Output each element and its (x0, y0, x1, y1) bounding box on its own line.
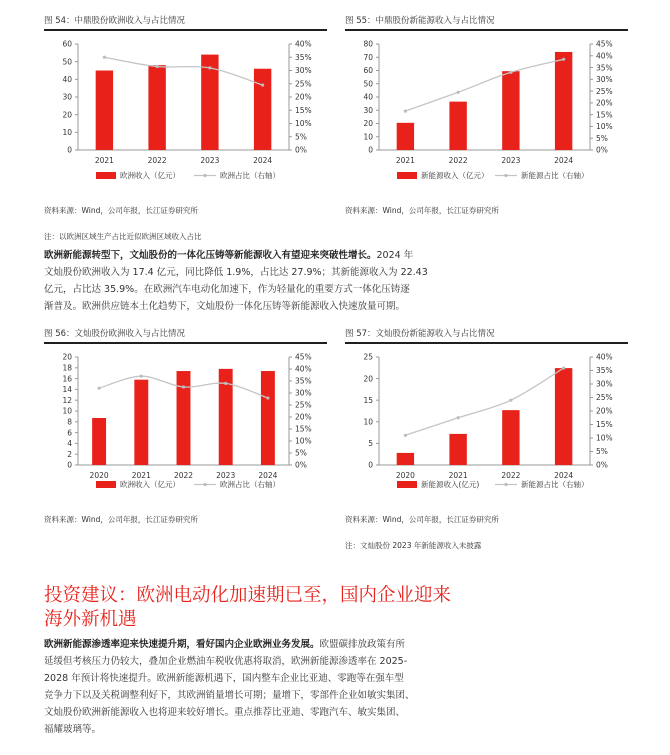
right-tick-label: 30% (295, 388, 312, 398)
right-tick-label: 30% (295, 66, 312, 76)
x-tick-label: 2024 (554, 156, 574, 165)
x-tick-label: 2024 (253, 156, 273, 165)
left-tick-label: 20 (363, 374, 373, 384)
legend-bar-label: 欧洲收入（亿元） (120, 171, 180, 180)
left-tick-label: 70 (363, 52, 373, 62)
bar (254, 69, 271, 150)
paragraph-2-line: 欧盟碳排放政策有所 (319, 639, 406, 650)
paragraph-1-line: 2024 年 (376, 250, 414, 261)
bar (449, 434, 466, 465)
left-tick-label: 20 (363, 119, 373, 129)
line-point (404, 434, 407, 437)
left-tick-label: 14 (62, 385, 72, 395)
left-tick-label: 16 (62, 374, 72, 384)
line-point (103, 56, 106, 59)
left-tick-label: 50 (62, 57, 72, 67)
x-tick-label: 2022 (147, 156, 167, 165)
line-point (261, 83, 264, 86)
left-tick-label: 30 (62, 92, 72, 102)
legend-line-label: 新能源占比（右轴） (521, 171, 589, 180)
figure-56-source: 资料来源：Wind，公司年报，长江证券研究所 (44, 515, 198, 524)
bar (502, 71, 519, 150)
left-tick-label: 20 (62, 352, 72, 362)
right-tick-label: 40% (596, 352, 613, 362)
right-tick-label: 0% (596, 145, 608, 155)
left-tick-label: 60 (363, 66, 373, 76)
right-tick-label: 40% (295, 39, 312, 49)
bar (502, 410, 519, 465)
figure-54-note: 注：以欧洲区域生产占比近似欧洲区域收入占比 (44, 232, 202, 241)
left-tick-label: 5 (368, 439, 373, 449)
line-point (457, 416, 460, 419)
right-tick-label: 10% (295, 436, 312, 446)
figure-57-rule (345, 342, 628, 344)
right-tick-label: 45% (295, 352, 312, 362)
left-tick-label: 80 (363, 39, 373, 49)
x-tick-label: 2024 (554, 471, 574, 480)
right-tick-label: 35% (295, 52, 312, 62)
right-tick-label: 0% (295, 460, 307, 470)
line-point (562, 58, 565, 61)
line-point (404, 110, 407, 113)
right-tick-label: 10% (596, 122, 613, 132)
paragraph-2-line: 福耀玻璃等。 (44, 724, 102, 735)
bar (134, 380, 148, 465)
legend-line-marker (504, 483, 507, 486)
left-tick-label: 10 (363, 417, 373, 427)
right-tick-label: 35% (596, 63, 613, 73)
line-point (562, 366, 565, 369)
x-tick-label: 2023 (200, 156, 220, 165)
bar (397, 453, 414, 465)
figure-57-note: 注：文灿股份 2023 年新能源收入未披露 (345, 541, 482, 550)
bar (449, 102, 466, 150)
x-tick-label: 2021 (94, 156, 114, 165)
right-tick-label: 20% (596, 98, 613, 108)
left-tick-label: 10 (363, 132, 373, 142)
line-point (457, 91, 460, 94)
x-tick-label: 2022 (448, 156, 468, 165)
x-tick-label: 2022 (173, 471, 194, 480)
left-tick-label: 50 (363, 79, 373, 89)
line-point (266, 396, 269, 399)
right-tick-label: 5% (295, 448, 307, 458)
paragraph-2-lead: 欧洲新能源渗透率迎来快速提升期，看好国内企业欧洲业务发展。 (44, 639, 320, 650)
left-tick-label: 2 (67, 449, 72, 459)
left-tick-label: 25 (363, 352, 373, 362)
figure-54-chart (44, 34, 327, 194)
legend-line-marker (203, 483, 206, 486)
share-line (104, 57, 262, 85)
figure-54-source: 资料来源：Wind，公司年报，长江证券研究所 (44, 206, 198, 215)
right-tick-label: 30% (596, 379, 613, 389)
figure-54-rule (44, 29, 327, 31)
x-tick-label: 2021 (395, 156, 415, 165)
left-tick-label: 0 (67, 145, 72, 155)
legend-line-marker (203, 174, 206, 177)
legend-bar-label: 新能源收入（亿元） (421, 171, 489, 180)
left-tick-label: 0 (67, 460, 72, 470)
bar (555, 368, 572, 465)
left-tick-label: 4 (67, 439, 72, 449)
right-tick-label: 20% (596, 406, 613, 416)
right-tick-label: 25% (596, 393, 613, 403)
right-tick-label: 15% (295, 424, 312, 434)
body-paragraph-1 (44, 247, 474, 315)
right-tick-label: 40% (596, 51, 613, 61)
bar (261, 371, 275, 465)
left-tick-label: 12 (62, 395, 72, 405)
figure-56-chart (44, 347, 327, 502)
right-tick-label: 35% (596, 366, 613, 376)
x-tick-label: 2021 (448, 471, 468, 480)
bar (177, 371, 191, 465)
line-point (224, 382, 227, 385)
x-tick-label: 2023 (501, 156, 521, 165)
figure-55-rule (345, 29, 628, 31)
right-tick-label: 35% (295, 376, 312, 386)
right-tick-label: 20% (295, 92, 312, 102)
left-tick-label: 18 (62, 363, 72, 373)
left-tick-label: 20 (62, 110, 72, 120)
x-tick-label: 2023 (216, 471, 236, 480)
right-tick-label: 5% (596, 447, 608, 457)
paragraph-1-line: 渐普及。欧洲供应链本土化趋势下，文灿股份一体化压铸等新能源收入快速放量可期。 (44, 301, 406, 312)
x-tick-label: 2024 (258, 471, 278, 480)
right-tick-label: 45% (596, 39, 613, 49)
left-tick-label: 10 (62, 128, 72, 138)
legend-bar-swatch (96, 481, 116, 488)
legend-line-label: 欧洲占比（右轴） (220, 171, 280, 180)
legend-bar-swatch (397, 481, 417, 488)
line-point (509, 71, 512, 74)
paragraph-2-line: 竞争力下以及关税调整利好下，其欧洲销量增长可期；量增下，零部件企业如敏实集团、 (44, 690, 415, 701)
figure-54-title: 图 54：中鼎股份欧洲收入与占比情况 (44, 16, 186, 26)
left-tick-label: 6 (67, 428, 72, 438)
left-tick-label: 0 (368, 145, 373, 155)
legend-line-label: 欧洲占比（右轴） (220, 480, 280, 489)
left-tick-label: 8 (67, 417, 72, 427)
legend-bar-label: 欧洲收入（亿元） (120, 480, 180, 489)
paragraph-1-lead: 欧洲新能源转型下，文灿股份的一体化压铸等新能源收入有望迎来突破性增长。 (44, 250, 377, 261)
left-tick-label: 60 (62, 39, 72, 49)
legend-bar-label: 新能源收入(亿元) (421, 480, 480, 489)
right-tick-label: 30% (596, 75, 613, 85)
paragraph-1-line: 亿元，占比达 35.9%。在欧洲汽车电动化加速下，作为轻量化的重要方式一体化压铸逐 (44, 284, 410, 295)
line-point (208, 66, 211, 69)
bar (92, 418, 106, 465)
right-tick-label: 15% (596, 420, 613, 430)
bar (555, 52, 572, 150)
left-tick-label: 15 (363, 395, 373, 405)
legend-line-label: 新能源占比（右轴） (521, 480, 589, 489)
bar (397, 123, 414, 150)
right-tick-label: 40% (295, 364, 312, 374)
right-tick-label: 10% (295, 119, 312, 129)
x-tick-label: 2022 (501, 471, 521, 480)
right-tick-label: 20% (295, 412, 312, 422)
right-tick-label: 10% (596, 433, 613, 443)
figure-55-title: 图 55：中鼎股份新能源收入与占比情况 (345, 16, 495, 26)
figure-55-chart (345, 34, 628, 194)
left-tick-label: 0 (368, 460, 373, 470)
right-tick-label: 25% (295, 79, 312, 89)
bar (96, 71, 113, 151)
figure-57-chart (345, 347, 628, 502)
left-tick-label: 30 (363, 105, 373, 115)
bar (148, 65, 165, 150)
line-point (98, 387, 101, 390)
paragraph-2-line: 延缓但考核压力仍较大，叠加企业燃油车税收优惠将取消，欧洲新能源渗透率在 2025- (44, 656, 408, 667)
right-tick-label: 25% (596, 86, 613, 96)
left-tick-label: 10 (62, 406, 72, 416)
x-tick-label: 2020 (89, 471, 109, 480)
legend-bar-swatch (397, 172, 417, 179)
figure-55-source: 资料来源：Wind，公司年报，长江证券研究所 (345, 206, 499, 215)
line-point (156, 65, 159, 68)
figure-56-rule (44, 342, 327, 344)
figure-56-title: 图 56：文灿股份欧洲收入与占比情况 (44, 329, 186, 339)
right-tick-label: 0% (295, 145, 307, 155)
left-tick-label: 40 (363, 92, 373, 102)
line-point (182, 385, 185, 388)
paragraph-2-line: 2028 年预计将快速提升。欧洲新能源机遇下，国内整车企业比亚迪、零跑等在强车型 (44, 673, 404, 684)
paragraph-1-line: 文灿股份欧洲收入为 17.4 亿元，同比降低 1.9%，占比达 27.9%；其新能源收入为 22.43 (44, 267, 428, 278)
x-tick-label: 2021 (131, 471, 151, 480)
right-tick-label: 15% (596, 110, 613, 120)
line-point (509, 399, 512, 402)
share-line (405, 59, 563, 111)
right-tick-label: 15% (295, 105, 312, 115)
legend-line-marker (504, 174, 507, 177)
body-paragraph-2 (44, 636, 474, 738)
share-line (405, 368, 563, 435)
x-tick-label: 2020 (395, 471, 415, 480)
right-tick-label: 5% (295, 132, 307, 142)
right-tick-label: 5% (596, 133, 608, 143)
figure-57-source: 资料来源：Wind，公司年报，长江证券研究所 (345, 515, 499, 524)
right-tick-label: 0% (596, 460, 608, 470)
legend-bar-swatch (96, 172, 116, 179)
figure-57-title: 图 57：文灿股份新能源收入与占比情况 (345, 329, 495, 339)
right-tick-label: 25% (295, 400, 312, 410)
left-tick-label: 40 (62, 75, 72, 85)
line-point (140, 375, 143, 378)
section-heading: 投资建议：欧洲电动化加速期已至，国内企业迎来海外新机遇 (44, 585, 452, 630)
paragraph-2-line: 文灿股份欧洲新能源收入也将迎来较好增长。重点推荐比亚迪、零跑汽车、敏实集团、 (44, 707, 406, 718)
